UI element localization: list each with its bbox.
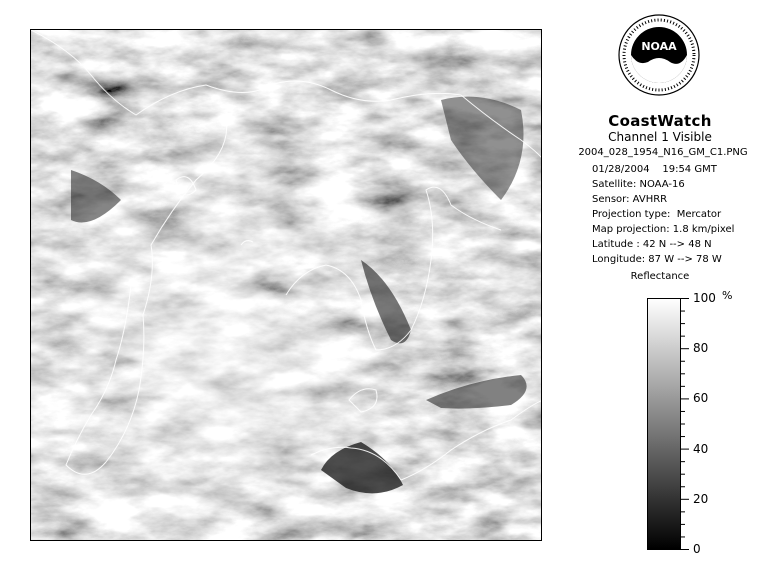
colorbar-tick-label: 40 — [693, 441, 709, 456]
projection-label: Projection type: Mercator — [592, 209, 722, 220]
app-title: CoastWatch — [608, 112, 712, 130]
colorbar-tick-label: 20 — [693, 491, 709, 506]
colorbar-ticks — [681, 298, 693, 550]
colorbar-unit: % — [722, 289, 733, 302]
colorbar-tick-label: 0 — [693, 542, 701, 556]
satellite-label: Satellite: NOAA-16 — [592, 179, 685, 190]
colorbar — [647, 298, 681, 550]
map-projection-label: Map projection: 1.8 km/pixel — [592, 224, 735, 235]
filename-label: 2004_028_1954_N16_GM_C1.PNG — [578, 147, 748, 158]
longitude-label: Longitude: 87 W --> 78 W — [592, 254, 722, 265]
satellite-image — [30, 29, 542, 541]
channel-label: Channel 1 Visible — [608, 130, 712, 144]
sensor-label: Sensor: AVHRR — [592, 194, 668, 205]
colorbar-title: Reflectance — [630, 271, 690, 282]
colorbar-tick-label: 80 — [693, 341, 709, 356]
datetime-label: 01/28/2004 19:54 GMT — [592, 164, 717, 175]
colorbar-tick-label: 60 — [693, 391, 709, 406]
noaa-logo — [618, 14, 700, 96]
svg-text:NOAA: NOAA — [641, 40, 677, 53]
latitude-label: Latitude : 42 N --> 48 N — [592, 239, 712, 250]
colorbar-tick-label: 100 — [693, 291, 716, 305]
